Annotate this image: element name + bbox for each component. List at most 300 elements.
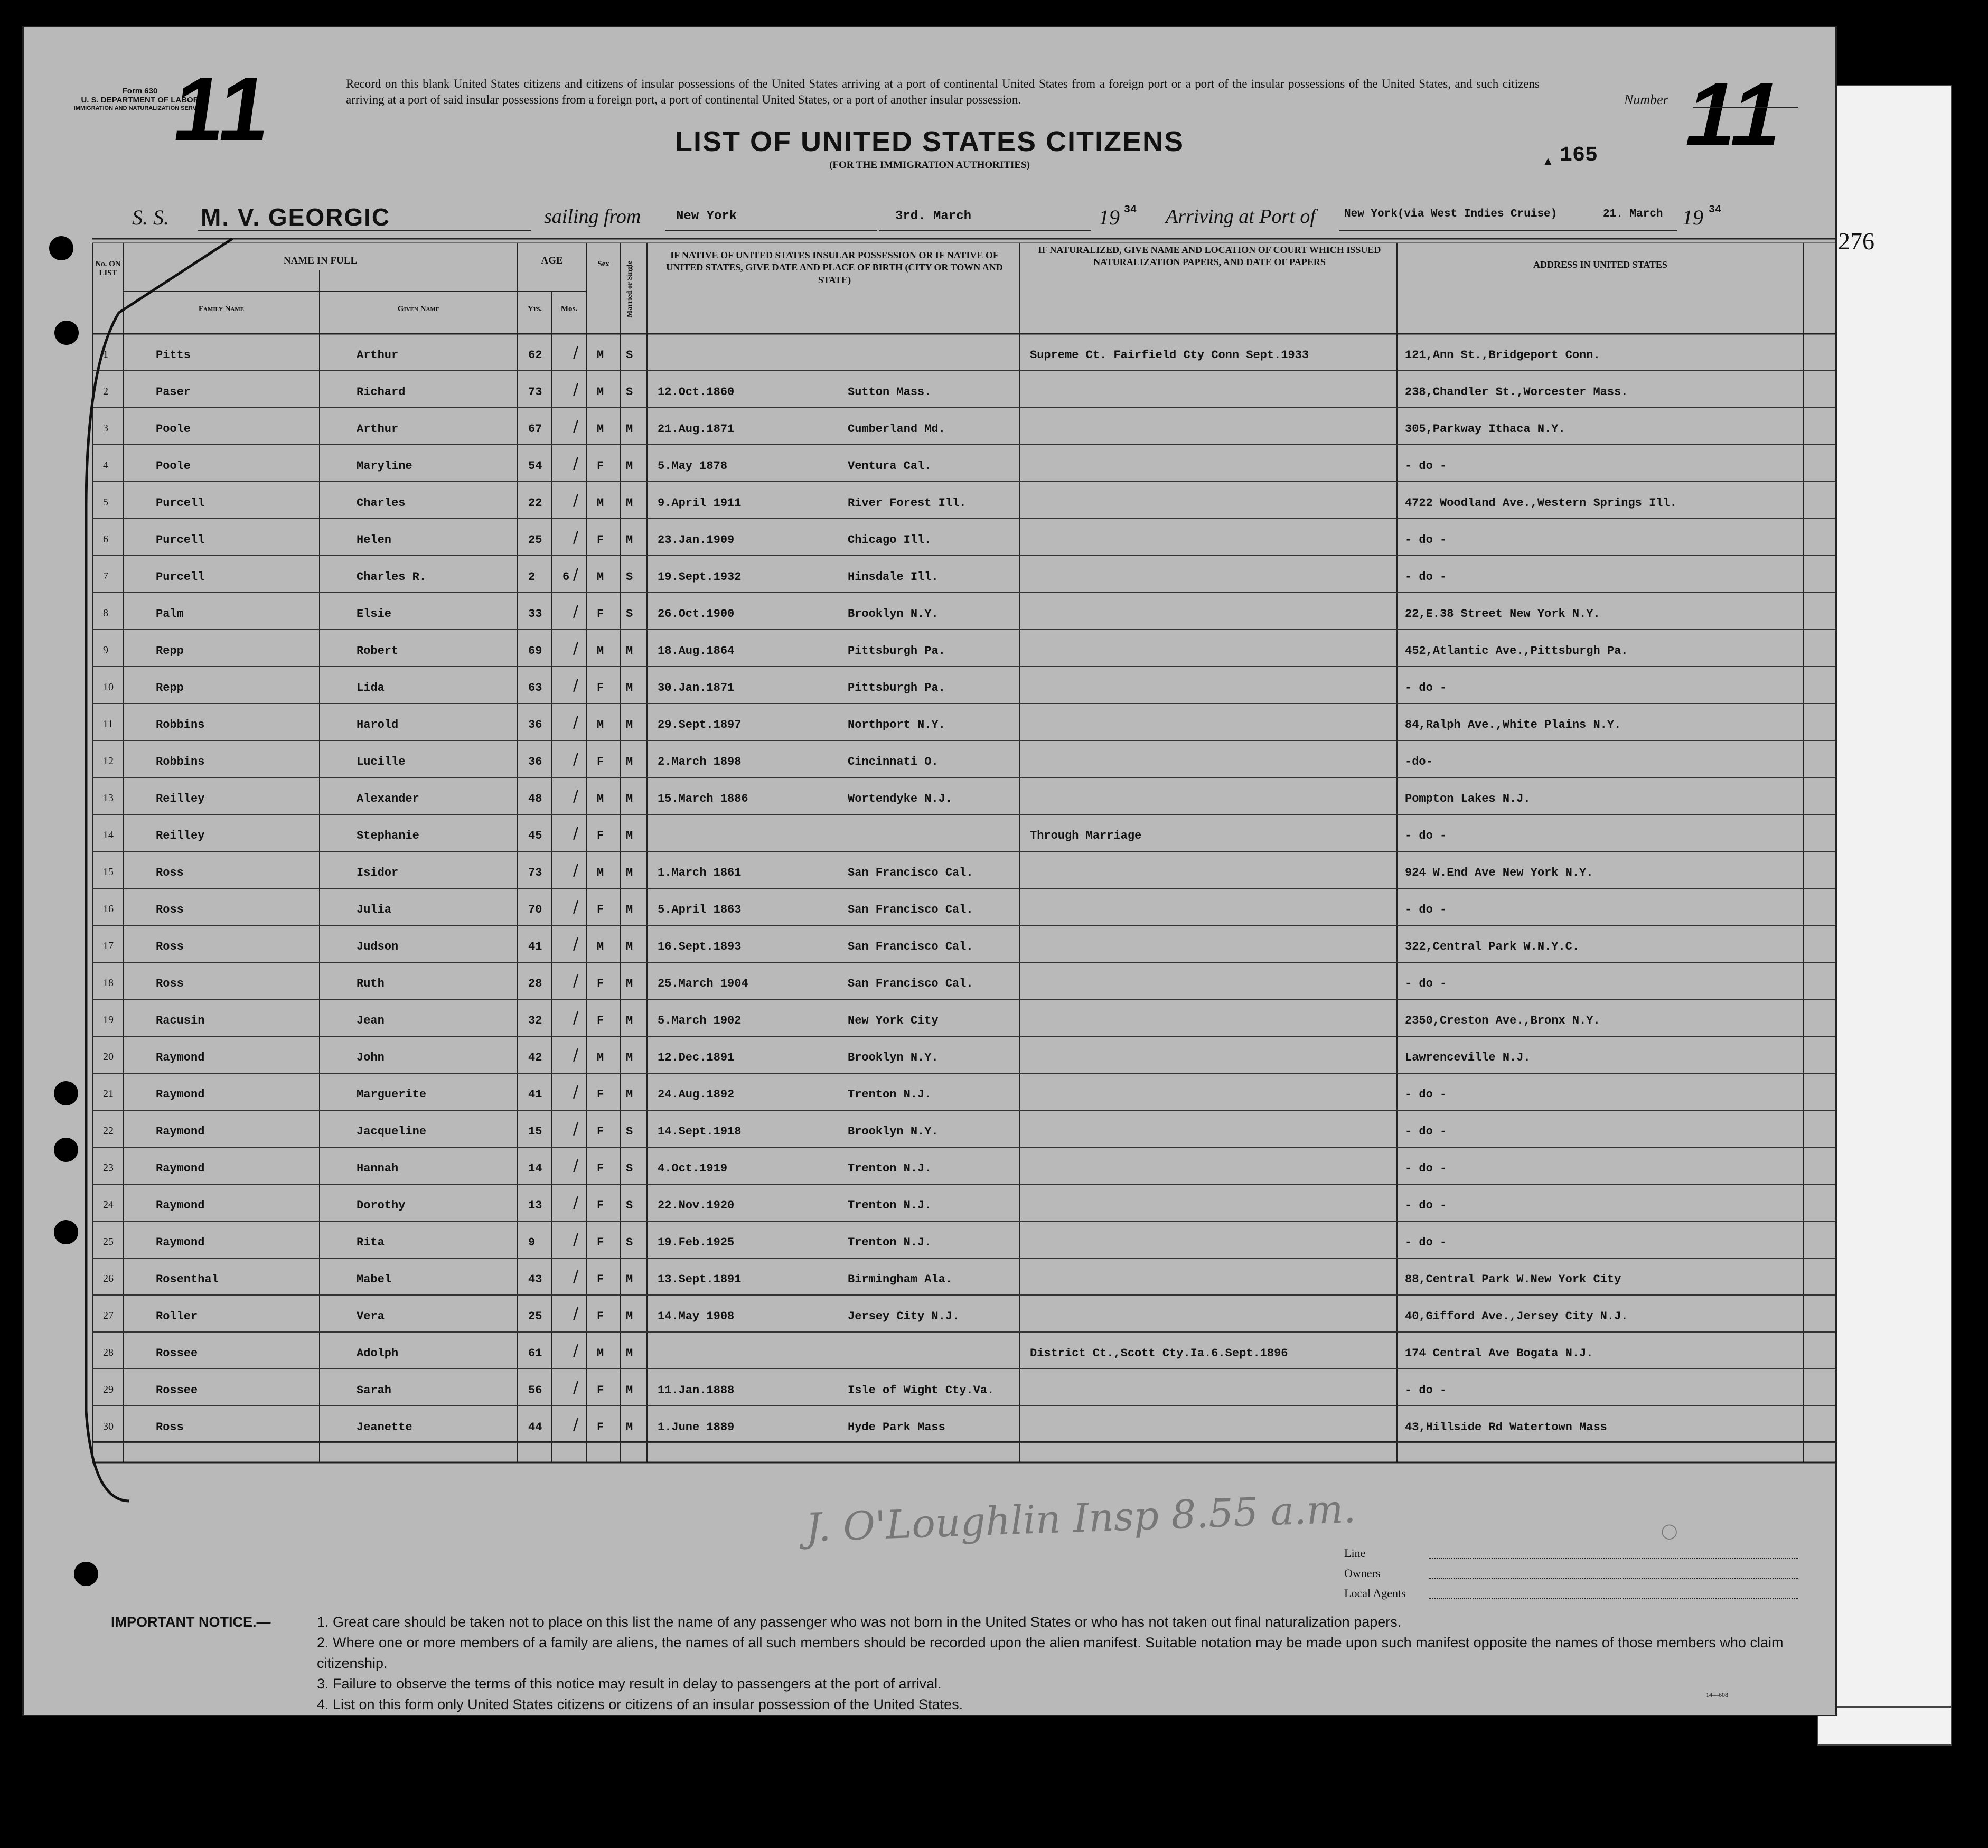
cell-family: Ross	[156, 940, 184, 953]
cell-yrs: 73	[528, 386, 542, 399]
cell-birth-place: San Francisco Cal.	[848, 977, 973, 990]
check-mark-icon: ∕	[573, 972, 579, 990]
header-address: ADDRESS IN UNITED STATES	[1533, 259, 1667, 270]
cell-birth-date: 25.March 1904	[658, 977, 748, 990]
check-mark-icon: ∕	[573, 898, 579, 916]
cell-yrs: 61	[528, 1347, 542, 1360]
back-sheet-edge	[1817, 1706, 1952, 1746]
bracket-line	[24, 27, 1835, 1715]
cell-given: Stephanie	[357, 829, 419, 842]
sailing-year: 34	[1124, 204, 1137, 216]
form-line: U. S. DEPARTMENT OF LABOR	[81, 96, 199, 105]
cell-ms: M	[626, 940, 633, 953]
cell-birth-date: 16.Sept.1893	[658, 940, 742, 953]
cell-sex: M	[597, 1347, 604, 1360]
cell-naturalized: Supreme Ct. Fairfield Cty Conn Sept.1933	[1030, 349, 1309, 362]
cell-sex: M	[597, 866, 604, 879]
cell-birth-place: San Francisco Cal.	[848, 866, 973, 879]
cell-address: - do -	[1405, 903, 1447, 916]
notice-item: 2. Where one or more members of a family are aliens, the names of all such members should be recorded upon the alien manifest. Suitable notation may be made upon such manifest opposite the names of those members who claim citizenship.	[317, 1635, 1784, 1672]
cell-yrs: 69	[528, 644, 542, 658]
cell-given: Helen	[357, 533, 392, 547]
header-naturalized: IF NATURALIZED, GIVE NAME AND LOCATION OF COURT WHICH ISSUED NATURALIZATION PAPERS, AND DATE OF PAPERS	[1038, 245, 1381, 268]
cell-sex: M	[597, 423, 604, 436]
cell-address: 121,Ann St.,Bridgeport Conn.	[1405, 349, 1600, 362]
cell-yrs: 14	[528, 1162, 542, 1175]
cell-address: 4722 Woodland Ave.,Western Springs Ill.	[1405, 496, 1677, 510]
cell-ms: M	[626, 1088, 633, 1101]
cell-address: 84,Ralph Ave.,White Plains N.Y.	[1405, 718, 1621, 731]
cell-yrs: 62	[528, 349, 542, 362]
header-age: AGE	[541, 255, 563, 266]
cell-address: 322,Central Park W.N.Y.C.	[1405, 940, 1580, 953]
check-mark-icon: ∕	[573, 787, 579, 805]
cell-sex: F	[597, 1125, 604, 1138]
cell-birth-place: Sutton Mass.	[848, 386, 932, 399]
cell-birth-date: 18.Aug.1864	[658, 644, 735, 658]
cell-birth-date: 14.Sept.1918	[658, 1125, 742, 1138]
page-title: LIST OF UNITED STATES CITIZENS	[675, 126, 1184, 157]
cell-sex: F	[597, 829, 604, 842]
cell-ms: M	[626, 829, 633, 842]
check-mark-icon: ∕	[573, 750, 579, 768]
cell-birth-date: 1.June 1889	[658, 1421, 735, 1434]
cell-address: - do -	[1405, 1236, 1447, 1249]
cell-sex: F	[597, 607, 604, 621]
sailing-date: 3rd. March	[895, 209, 972, 223]
cell-family: Repp	[156, 681, 184, 695]
check-mark-icon: ∕	[573, 1157, 579, 1175]
cell-family: Roller	[156, 1310, 198, 1323]
cell-birth-place: Brooklyn N.Y.	[848, 1051, 939, 1064]
cell-ms: S	[626, 607, 633, 621]
cell-no: 29	[103, 1384, 114, 1395]
cell-no: 16	[103, 903, 114, 915]
cell-birth-date: 4.Oct.1919	[658, 1162, 728, 1175]
agents-block	[1344, 1543, 1798, 1603]
check-mark-icon: ∕	[573, 1083, 579, 1101]
back-sheet	[1833, 85, 1952, 1736]
cell-given: Lida	[357, 681, 385, 695]
cell-birth-place: Trenton N.J.	[848, 1162, 932, 1175]
cell-address: 174 Central Ave Bogata N.J.	[1405, 1347, 1593, 1360]
cell-address: - do -	[1405, 1125, 1447, 1138]
cell-birth-date: 23.Jan.1909	[658, 533, 735, 547]
year-label: 19	[1099, 205, 1120, 229]
cell-address: 22,E.38 Street New York N.Y.	[1405, 607, 1600, 621]
cell-yrs: 41	[528, 1088, 542, 1101]
cell-ms: M	[626, 644, 633, 658]
cell-birth-date: 1.March 1861	[658, 866, 742, 879]
cell-ms: M	[626, 423, 633, 436]
header-family-name: Family Name	[198, 305, 245, 313]
cell-no: 22	[103, 1125, 114, 1137]
cell-ms: M	[626, 1051, 633, 1064]
cell-ms: M	[626, 1347, 633, 1360]
cell-yrs: 36	[528, 718, 542, 731]
form-line: IMMIGRATION AND NATURALIZATION SERVICE	[73, 105, 207, 111]
cell-ms: M	[626, 496, 633, 510]
cell-given: Sarah	[357, 1384, 392, 1397]
cell-sex: F	[597, 1310, 604, 1323]
header-name-in-full: NAME IN FULL	[283, 255, 358, 266]
cell-yrs: 28	[528, 977, 542, 990]
small-mark: ▲	[1542, 154, 1554, 167]
cell-ms: S	[626, 1236, 633, 1249]
cell-yrs: 48	[528, 792, 542, 805]
cell-birth-place: Chicago Ill.	[848, 533, 932, 547]
cell-birth-place: Trenton N.J.	[848, 1236, 932, 1249]
cell-birth-date: 15.March 1886	[658, 792, 748, 805]
form-line: Form 630	[122, 87, 158, 96]
arrival-year-label: 19	[1682, 205, 1703, 229]
cell-ms: M	[626, 755, 633, 768]
cell-no: 30	[103, 1421, 114, 1432]
header-mos: Mos.	[560, 305, 578, 313]
cell-family: Purcell	[156, 570, 205, 584]
cell-ms: M	[626, 459, 633, 473]
cell-ms: S	[626, 349, 633, 362]
cell-address: - do -	[1405, 570, 1447, 584]
cell-no: 28	[103, 1347, 114, 1358]
handwritten-mark-right: 11	[1676, 64, 1793, 165]
cell-sex: F	[597, 459, 604, 473]
cell-given: Isidor	[357, 866, 399, 879]
check-mark-icon: ∕	[573, 1046, 579, 1064]
cell-family: Pitts	[156, 349, 191, 362]
cell-sex: M	[597, 644, 604, 658]
cell-no: 26	[103, 1273, 114, 1284]
page-number: 165	[1560, 144, 1598, 167]
cell-sex: M	[597, 349, 604, 362]
cell-no: 4	[103, 459, 108, 471]
cell-address: 2350,Creston Ave.,Bronx N.Y.	[1405, 1014, 1600, 1027]
cell-yrs: 41	[528, 940, 542, 953]
check-mark-icon: ∕	[573, 639, 579, 658]
check-mark-icon: ∕	[573, 454, 579, 473]
cell-family: Raymond	[156, 1125, 205, 1138]
cell-given: Marguerite	[357, 1088, 427, 1101]
cell-address: - do -	[1405, 829, 1447, 842]
line-label: Line	[1344, 1546, 1366, 1560]
cell-ms: M	[626, 718, 633, 731]
cell-sex: F	[597, 1236, 604, 1249]
cell-birth-date: 12.Oct.1860	[658, 386, 735, 399]
cell-birth-place: Pittsburgh Pa.	[848, 681, 945, 695]
cell-birth-date: 19.Sept.1932	[658, 570, 742, 584]
check-mark-icon: ∕	[573, 1009, 579, 1027]
cell-birth-date: 13.Sept.1891	[658, 1273, 742, 1286]
cell-family: Reilley	[156, 792, 205, 805]
cell-address: -do-	[1405, 755, 1433, 768]
check-mark-icon: ∕	[573, 1231, 579, 1249]
cell-ms: S	[626, 386, 633, 399]
cell-family: Repp	[156, 644, 184, 658]
check-mark-icon: ∕	[573, 1305, 579, 1323]
cell-yrs: 63	[528, 681, 542, 695]
cell-given: Judson	[357, 940, 399, 953]
cell-given: Arthur	[357, 349, 399, 362]
cell-yrs: 25	[528, 1310, 542, 1323]
arrival-port: New York(via West Indies Cruise)	[1344, 208, 1558, 220]
cell-no: 11	[103, 718, 114, 730]
cell-family: Raymond	[156, 1199, 205, 1212]
check-mark-icon: ∕	[573, 1415, 579, 1434]
cell-no: 18	[103, 977, 114, 989]
cell-birth-place: Ventura Cal.	[848, 459, 932, 473]
cell-ms: M	[626, 977, 633, 990]
cell-family: Raymond	[156, 1236, 205, 1249]
check-mark-icon: ∕	[573, 602, 579, 621]
check-mark-icon: ∕	[573, 861, 579, 879]
cell-ms: M	[626, 792, 633, 805]
cell-birth-date: 22.Nov.1920	[658, 1199, 735, 1212]
cell-ms: M	[626, 1014, 633, 1027]
cell-ms: M	[626, 533, 633, 547]
cell-birth-date: 9.April 1911	[658, 496, 742, 510]
cell-sex: F	[597, 903, 604, 916]
cell-ms: M	[626, 903, 633, 916]
cell-birth-place: San Francisco Cal.	[848, 903, 973, 916]
cell-address: - do -	[1405, 533, 1447, 547]
cell-sex: F	[597, 1199, 604, 1212]
check-mark-icon: ∕	[573, 565, 579, 584]
cell-birth-place: Cincinnati O.	[848, 755, 939, 768]
cell-no: 19	[103, 1014, 114, 1026]
check-mark-icon: ∕	[573, 935, 579, 953]
cell-yrs: 2	[528, 570, 536, 584]
cell-sex: F	[597, 1384, 604, 1397]
cell-sex: M	[597, 386, 604, 399]
cell-birth-place: Hinsdale Ill.	[848, 570, 939, 584]
cell-family: Reilley	[156, 829, 205, 842]
check-mark-icon: ∕	[573, 528, 579, 547]
cell-sex: F	[597, 1014, 604, 1027]
cell-given: Alexander	[357, 792, 419, 805]
cell-given: Charles R.	[357, 570, 427, 584]
cell-address: 88,Central Park W.New York City	[1405, 1273, 1621, 1286]
cell-given: John	[357, 1051, 385, 1064]
cell-address: 43,Hillside Rd Watertown Mass	[1405, 1421, 1607, 1434]
cell-yrs: 33	[528, 607, 542, 621]
cell-address: 452,Atlantic Ave.,Pittsburgh Pa.	[1405, 644, 1628, 658]
cell-ms: M	[626, 681, 633, 695]
cell-ms: S	[626, 1125, 633, 1138]
cell-family: Palm	[156, 607, 184, 621]
cell-given: Jean	[357, 1014, 385, 1027]
cell-family: Raymond	[156, 1051, 205, 1064]
cell-sex: M	[597, 718, 604, 731]
manifest-sheet	[24, 27, 1835, 1715]
cell-given: Jeanette	[357, 1421, 412, 1434]
inspector-signature: J. O'Loughlin Insp 8.55 a.m.	[804, 1486, 1357, 1551]
cell-birth-place: River Forest Ill.	[848, 496, 967, 510]
cell-yrs: 45	[528, 829, 542, 842]
cell-yrs: 70	[528, 903, 542, 916]
cell-address: - do -	[1405, 1162, 1447, 1175]
cell-family: Ross	[156, 977, 184, 990]
cell-birth-place: New York City	[848, 1014, 939, 1027]
cell-yrs: 13	[528, 1199, 542, 1212]
cell-birth-date: 11.Jan.1888	[658, 1384, 735, 1397]
cell-no: 15	[103, 866, 114, 878]
cell-given: Julia	[357, 903, 392, 916]
cell-address: - do -	[1405, 1199, 1447, 1212]
cell-birth-date: 5.May 1878	[658, 459, 728, 473]
cell-family: Raymond	[156, 1088, 205, 1101]
cell-birth-place: San Francisco Cal.	[848, 940, 973, 953]
cell-sex: M	[597, 792, 604, 805]
cell-family: Racusin	[156, 1014, 205, 1027]
cell-naturalized: Through Marriage	[1030, 829, 1142, 842]
cell-no: 14	[103, 829, 114, 841]
from-port: New York	[676, 209, 737, 223]
cell-given: Ruth	[357, 977, 385, 990]
form-code: 14—608	[1706, 1691, 1728, 1699]
cell-ms: M	[626, 1273, 633, 1286]
cell-yrs: 25	[528, 533, 542, 547]
cell-ms: M	[626, 866, 633, 879]
owners-label: Owners	[1344, 1566, 1381, 1580]
check-mark-icon: ∕	[573, 1378, 579, 1397]
cell-sex: F	[597, 681, 604, 695]
cell-family: Robbins	[156, 718, 205, 731]
cell-birth-place: Hyde Park Mass	[848, 1421, 945, 1434]
cell-family: Purcell	[156, 533, 205, 547]
check-mark-icon: ∕	[573, 380, 579, 399]
cell-no: 27	[103, 1310, 114, 1321]
cell-birth-place: Cumberland Md.	[848, 423, 945, 436]
check-mark-icon: ∕	[573, 491, 579, 510]
cell-yrs: 67	[528, 423, 542, 436]
header-native: IF NATIVE OF UNITED STATES INSULAR POSSESSION OR IF NATIVE OF UNITED STATES, GIVE DATE AND PLACE OF BIRTH (CITY OR TOWN AND STATE)	[666, 250, 1003, 285]
cell-mos: 6	[562, 570, 570, 584]
cell-birth-date: 26.Oct.1900	[658, 607, 735, 621]
check-mark-icon: ∕	[573, 676, 579, 695]
notice-head: IMPORTANT NOTICE.—	[111, 1614, 271, 1630]
local-agents-label: Local Agents	[1344, 1587, 1406, 1600]
ss-label: S. S.	[132, 205, 169, 229]
cell-no: 24	[103, 1199, 114, 1211]
cell-birth-place: Brooklyn N.Y.	[848, 607, 939, 621]
cell-no: 21	[103, 1088, 114, 1100]
cell-address: 305,Parkway Ithaca N.Y.	[1405, 423, 1565, 436]
preamble-text: Record on this blank United States citizens and citizens of insular possessions of the United States arriving at a port of continental United States from a foreign port or a port of the insular possessions of the United States, and such citizens arriving at a port of said insular possessions from a foreign port, a port of continental United States, or a port of another insular possession.	[346, 77, 1540, 107]
cell-birth-place: Isle of Wight Cty.Va.	[848, 1384, 995, 1397]
cell-family: Rosenthal	[156, 1273, 219, 1286]
cell-given: Harold	[357, 718, 399, 731]
cell-yrs: 43	[528, 1273, 542, 1286]
cell-address: Lawrenceville N.J.	[1405, 1051, 1531, 1064]
side-number: 276	[1838, 228, 1874, 255]
cell-yrs: 54	[528, 459, 542, 473]
header-sex: Sex	[597, 260, 609, 268]
cell-given: Richard	[357, 386, 406, 399]
cell-ms: M	[626, 1310, 633, 1323]
cell-sex: M	[597, 1051, 604, 1064]
cell-birth-date: 19.Feb.1925	[658, 1236, 735, 1249]
cell-address: Pompton Lakes N.J.	[1405, 792, 1531, 805]
cell-ms: S	[626, 570, 633, 584]
cell-birth-date: 21.Aug.1871	[658, 423, 735, 436]
cell-birth-place: Wortendyke N.J.	[848, 792, 953, 805]
cell-given: Rita	[357, 1236, 385, 1249]
cell-no: 6	[103, 533, 108, 545]
page-subtitle: (FOR THE IMMIGRATION AUTHORITIES)	[829, 160, 1030, 171]
cell-no: 5	[103, 496, 108, 508]
check-mark-icon: ∕	[573, 1194, 579, 1212]
cell-yrs: 44	[528, 1421, 542, 1434]
cell-address: 924 W.End Ave New York N.Y.	[1405, 866, 1593, 879]
cell-birth-date: 14.May 1908	[658, 1310, 735, 1323]
handwritten-mark-left: 11	[167, 59, 277, 160]
cell-birth-date: 30.Jan.1871	[658, 681, 735, 695]
cell-sex: M	[597, 570, 604, 584]
cell-family: Robbins	[156, 755, 205, 768]
check-mark-icon: ∕	[573, 1268, 579, 1286]
cell-sex: F	[597, 1162, 604, 1175]
cell-birth-place: Northport N.Y.	[848, 718, 945, 731]
notice-item: 3. Failure to observe the terms of this notice may result in delay to passengers at the port of arrival.	[317, 1676, 942, 1692]
cell-no: 12	[103, 755, 114, 767]
cell-no: 25	[103, 1236, 114, 1247]
cell-no: 20	[103, 1051, 114, 1063]
cell-birth-place: Jersey City N.J.	[848, 1310, 960, 1323]
header-no: No. ON LIST	[95, 260, 121, 277]
cell-ms: M	[626, 1421, 633, 1434]
cell-family: Purcell	[156, 496, 205, 510]
check-mark-icon: ∕	[573, 1120, 579, 1138]
arriving-label: Arriving at Port of	[1166, 205, 1316, 228]
cell-given: Charles	[357, 496, 406, 510]
cell-address: 40,Gifford Ave.,Jersey City N.J.	[1405, 1310, 1628, 1323]
cell-no: 13	[103, 792, 114, 804]
check-mark-icon: ∕	[573, 824, 579, 842]
cell-no: 8	[103, 607, 108, 619]
cell-sex: M	[597, 940, 604, 953]
cell-ms: M	[626, 1384, 633, 1397]
cell-given: Lucille	[357, 755, 406, 768]
cell-family: Poole	[156, 423, 191, 436]
cell-yrs: 73	[528, 866, 542, 879]
cell-family: Raymond	[156, 1162, 205, 1175]
cell-family: Paser	[156, 386, 191, 399]
cell-given: Arthur	[357, 423, 399, 436]
cell-given: Robert	[357, 644, 399, 658]
cell-ms: S	[626, 1199, 633, 1212]
cell-birth-date: 24.Aug.1892	[658, 1088, 735, 1101]
cell-family: Rossee	[156, 1347, 198, 1360]
cell-birth-date: 12.Dec.1891	[658, 1051, 735, 1064]
cell-sex: F	[597, 1273, 604, 1286]
number-label: Number	[1624, 92, 1668, 107]
cell-birth-place: Trenton N.J.	[848, 1088, 932, 1101]
cell-ms: S	[626, 1162, 633, 1175]
cell-address: 238,Chandler St.,Worcester Mass.	[1405, 386, 1628, 399]
cell-given: Adolph	[357, 1347, 399, 1360]
cell-given: Dorothy	[357, 1199, 406, 1212]
check-mark-icon: ∕	[573, 417, 579, 436]
cell-address: - do -	[1405, 977, 1447, 990]
cell-family: Poole	[156, 459, 191, 473]
cell-no: 17	[103, 940, 114, 952]
cell-family: Ross	[156, 903, 184, 916]
cell-sex: F	[597, 977, 604, 990]
arrival-date: 21. March	[1603, 208, 1663, 220]
co-mark: ◯	[1661, 1523, 1678, 1540]
cell-yrs: 36	[528, 755, 542, 768]
cell-address: - do -	[1405, 681, 1447, 695]
